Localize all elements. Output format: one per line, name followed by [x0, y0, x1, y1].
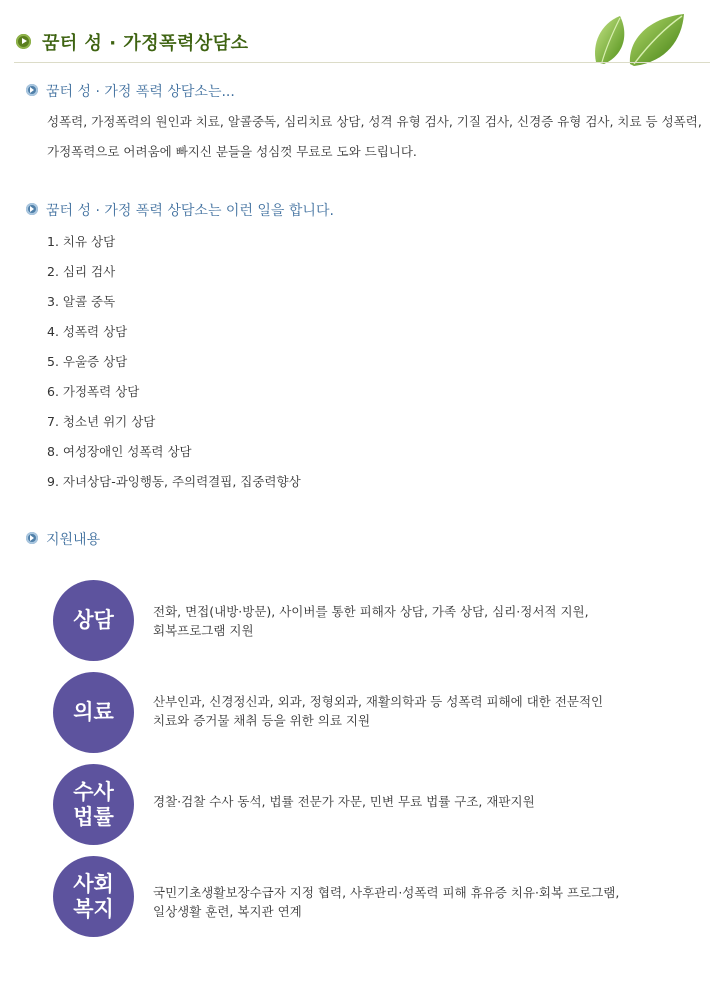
description-line: 경찰·검찰 수사 동석, 법률 전문가 자문, 민변 무료 법률 구조, 재판지원 — [153, 794, 535, 809]
header-divider — [14, 62, 710, 63]
support-item-counseling — [53, 580, 693, 662]
support-item-legal — [53, 764, 693, 846]
list-item: 2. 심리 검사 — [47, 264, 116, 279]
bullet-icon — [26, 203, 38, 215]
description-line: 치료와 증거물 채취 등을 위한 의료 지원 — [153, 713, 371, 728]
support-badge — [53, 856, 134, 937]
description-line: 국민기초생활보장수급자 지정 협력, 사후관리·성폭력 피해 휴유증 치유·회복 프로그램, — [153, 885, 620, 900]
description-line: 전화, 면접(내방·방문), 사이버를 통한 피해자 상담, 가족 상담, 심리·정서적 지원, — [153, 604, 589, 619]
list-item: 1. 치유 상담 — [47, 234, 116, 249]
support-badge — [53, 580, 134, 661]
support-description — [153, 792, 535, 811]
page-header — [0, 0, 718, 63]
description-line: 산부인과, 신경정신과, 외과, 정형외과, 재활의학과 등 성폭력 피해에 대한 전문적인 — [153, 694, 604, 709]
bullet-icon — [26, 84, 38, 96]
list-item: 9. 자녀상담-과잉행동, 주의력결핍, 집중력향상 — [47, 474, 301, 489]
bullet-icon — [26, 532, 38, 544]
intro-line-1: 성폭력, 가정폭력의 원인과 치료, 알콜중독, 심리치료 상담, 성격 유형 검사, 기질 검사, 신경증 유형 검사, 치료 등 성폭력, — [47, 114, 702, 129]
green-leaves-icon — [590, 10, 690, 66]
services-heading-text: 꿈터 성 · 가정 폭력 상담소는 이런 일을 합니다. — [46, 203, 334, 219]
list-item: 5. 우울증 상담 — [47, 354, 128, 369]
description-line: 회복프로그램 지원 — [153, 623, 254, 638]
list-item: 8. 여성장애인 성폭력 상담 — [47, 444, 192, 459]
page-title: 꿈터 성 · 가정폭력상담소 — [42, 33, 249, 54]
list-item: 7. 청소년 위기 상담 — [47, 414, 156, 429]
badge-label: 상담 — [73, 608, 114, 632]
description-line: 일상생활 훈련, 복지관 연계 — [153, 904, 302, 919]
badge-label: 수사 — [73, 779, 114, 804]
intro-line-2: 가정폭력으로 어려움에 빠지신 분들을 성심껏 무료로 도와 드립니다. — [47, 144, 417, 159]
badge-label: 의료 — [73, 700, 114, 724]
list-item: 3. 알콜 중독 — [47, 294, 116, 309]
badge-label: 법률 — [73, 804, 114, 829]
support-item-welfare — [53, 856, 693, 938]
intro-heading-text: 꿈터 성 · 가정 폭력 상담소는... — [46, 84, 235, 100]
list-item: 6. 가정폭력 상담 — [47, 384, 140, 399]
list-item: 4. 성폭력 상담 — [47, 324, 128, 339]
support-description — [153, 883, 619, 921]
support-description — [153, 602, 589, 640]
support-badge — [53, 764, 134, 845]
support-heading-text: 지원내용 — [46, 532, 101, 548]
badge-label: 복지 — [73, 896, 114, 921]
support-badge — [53, 672, 134, 753]
support-item-medical — [53, 672, 693, 754]
play-bullet-icon — [16, 34, 31, 49]
badge-label: 사회 — [73, 871, 114, 896]
support-description — [153, 692, 603, 730]
